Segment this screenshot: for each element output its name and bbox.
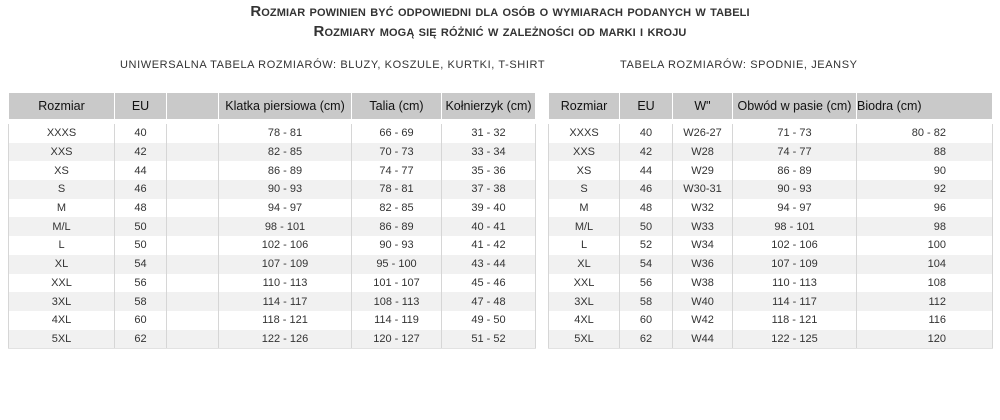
cell-waist: 110 - 113: [733, 274, 857, 293]
cell-w: W30-31: [673, 180, 733, 199]
cell-collar: 49 - 50: [442, 311, 536, 330]
cell-size: M/L: [549, 217, 620, 236]
cell-size: XXXS: [549, 124, 620, 143]
cell-eu: 48: [620, 199, 673, 218]
cell-blank: [167, 217, 219, 236]
cell-size: M: [9, 199, 115, 218]
cell-hips: 96: [857, 199, 993, 218]
table-row: [9, 274, 536, 293]
cell-chest: 82 - 85: [219, 143, 352, 162]
cell-waist: 108 - 113: [352, 292, 442, 311]
column-header-eu: EU: [115, 93, 167, 120]
cell-eu: 44: [620, 161, 673, 180]
cell-size: M/L: [9, 217, 115, 236]
cell-w: W32: [673, 199, 733, 218]
table-row: [9, 255, 536, 274]
cell-waist: 86 - 89: [352, 217, 442, 236]
table-row: [549, 311, 993, 330]
cell-size: 4XL: [9, 311, 115, 330]
cell-waist: 95 - 100: [352, 255, 442, 274]
page-header: [0, 2, 1000, 42]
table-row: [9, 330, 536, 349]
cell-blank: [167, 274, 219, 293]
cell-eu: 46: [620, 180, 673, 199]
cell-eu: 60: [115, 311, 167, 330]
cell-waist: 74 - 77: [352, 161, 442, 180]
cell-waist: 66 - 69: [352, 124, 442, 143]
table-header-row: [9, 93, 536, 120]
cell-size: 3XL: [549, 292, 620, 311]
cell-hips: 90: [857, 161, 993, 180]
table-row: [549, 161, 993, 180]
cell-hips: 80 - 82: [857, 124, 993, 143]
cell-hips: 104: [857, 255, 993, 274]
cell-waist: 70 - 73: [352, 143, 442, 162]
table-row: [549, 274, 993, 293]
cell-size: L: [549, 236, 620, 255]
column-header-hips: Biodra (cm): [857, 93, 993, 120]
cell-collar: 43 - 44: [442, 255, 536, 274]
cell-collar: 47 - 48: [442, 292, 536, 311]
cell-size: 5XL: [549, 330, 620, 349]
cell-chest: 110 - 113: [219, 274, 352, 293]
cell-blank: [167, 236, 219, 255]
cell-w: W44: [673, 330, 733, 349]
cell-hips: 98: [857, 217, 993, 236]
cell-chest: 78 - 81: [219, 124, 352, 143]
cell-hips: 112: [857, 292, 993, 311]
cell-size: S: [9, 180, 115, 199]
cell-eu: 58: [115, 292, 167, 311]
cell-blank: [167, 292, 219, 311]
column-header-blank: [167, 93, 219, 120]
cell-size: XS: [9, 161, 115, 180]
cell-hips: 92: [857, 180, 993, 199]
cell-w: W36: [673, 255, 733, 274]
cell-chest: 122 - 126: [219, 330, 352, 349]
cell-waist: 94 - 97: [733, 199, 857, 218]
cell-eu: 50: [620, 217, 673, 236]
column-header-size: Rozmiar: [549, 93, 620, 120]
cell-w: W29: [673, 161, 733, 180]
cell-hips: 100: [857, 236, 993, 255]
cell-size: XXXS: [9, 124, 115, 143]
cell-size: S: [549, 180, 620, 199]
table-row: [549, 292, 993, 311]
cell-blank: [167, 143, 219, 162]
cell-eu: 40: [115, 124, 167, 143]
cell-eu: 42: [620, 143, 673, 162]
table-row: [9, 292, 536, 311]
cell-collar: 37 - 38: [442, 180, 536, 199]
cell-waist: 102 - 106: [733, 236, 857, 255]
table-row: [549, 124, 993, 143]
column-header-size: Rozmiar: [9, 93, 115, 120]
cell-waist: 82 - 85: [352, 199, 442, 218]
cell-chest: 90 - 93: [219, 180, 352, 199]
cell-waist: 90 - 93: [352, 236, 442, 255]
cell-eu: 46: [115, 180, 167, 199]
table-row: [9, 236, 536, 255]
cell-waist: 98 - 101: [733, 217, 857, 236]
cell-collar: 40 - 41: [442, 217, 536, 236]
cell-hips: 116: [857, 311, 993, 330]
cell-eu: 56: [115, 274, 167, 293]
cell-eu: 40: [620, 124, 673, 143]
cell-w: W42: [673, 311, 733, 330]
cell-collar: 33 - 34: [442, 143, 536, 162]
table-row: [549, 199, 993, 218]
cell-eu: 62: [115, 330, 167, 349]
table-row: [549, 330, 993, 349]
cell-chest: 94 - 97: [219, 199, 352, 218]
table-row: [9, 161, 536, 180]
cell-blank: [167, 124, 219, 143]
left-table-title: UNIWERSALNA TABELA ROZMIARÓW: BLUZY, KOSZULE, KURTKI, T-SHIRT: [120, 59, 546, 71]
cell-waist: 114 - 119: [352, 311, 442, 330]
cell-blank: [167, 255, 219, 274]
cell-size: XL: [9, 255, 115, 274]
table-row: [549, 255, 993, 274]
table-row: [9, 180, 536, 199]
cell-w: W38: [673, 274, 733, 293]
cell-waist: 120 - 127: [352, 330, 442, 349]
cell-waist: 101 - 107: [352, 274, 442, 293]
cell-size: XXL: [549, 274, 620, 293]
cell-eu: 50: [115, 236, 167, 255]
cell-eu: 54: [620, 255, 673, 274]
cell-size: 4XL: [549, 311, 620, 330]
cell-chest: 102 - 106: [219, 236, 352, 255]
cell-waist: 78 - 81: [352, 180, 442, 199]
table-row: [549, 180, 993, 199]
cell-eu: 54: [115, 255, 167, 274]
cell-size: 3XL: [9, 292, 115, 311]
cell-size: XXS: [9, 143, 115, 162]
column-header-w: W": [673, 93, 733, 120]
table-row: [9, 199, 536, 218]
cell-waist: 71 - 73: [733, 124, 857, 143]
cell-hips: 108: [857, 274, 993, 293]
cell-w: W26-27: [673, 124, 733, 143]
cell-eu: 62: [620, 330, 673, 349]
column-header-waist: Obwód w pasie (cm): [733, 93, 857, 120]
cell-blank: [167, 330, 219, 349]
cell-size: 5XL: [9, 330, 115, 349]
cell-blank: [167, 199, 219, 218]
cell-w: W40: [673, 292, 733, 311]
table-row: [549, 143, 993, 162]
cell-size: XXL: [9, 274, 115, 293]
cell-w: W33: [673, 217, 733, 236]
cell-chest: 107 - 109: [219, 255, 352, 274]
cell-waist: 122 - 125: [733, 330, 857, 349]
right-table-title: TABELA ROZMIARÓW: SPODNIE, JEANSY: [620, 59, 858, 71]
cell-hips: 88: [857, 143, 993, 162]
cell-size: M: [549, 199, 620, 218]
cell-eu: 56: [620, 274, 673, 293]
cell-w: W34: [673, 236, 733, 255]
table-row: [9, 311, 536, 330]
cell-collar: 51 - 52: [442, 330, 536, 349]
header-line-2: Rozmiary mogą się różnić w zależności od marki i kroju: [313, 23, 687, 40]
cell-waist: 86 - 89: [733, 161, 857, 180]
bottoms-size-table: [548, 92, 993, 349]
cell-size: XXS: [549, 143, 620, 162]
tops-size-table: [8, 92, 536, 349]
cell-eu: 52: [620, 236, 673, 255]
table-row: [9, 124, 536, 143]
cell-chest: 86 - 89: [219, 161, 352, 180]
cell-size: XS: [549, 161, 620, 180]
column-header-collar: Kołnierzyk (cm): [442, 93, 536, 120]
cell-size: L: [9, 236, 115, 255]
cell-eu: 58: [620, 292, 673, 311]
header-line-1: Rozmiar powinien być odpowiedni dla osób o wymiarach podanych w tabeli: [250, 3, 750, 20]
cell-blank: [167, 161, 219, 180]
cell-chest: 98 - 101: [219, 217, 352, 236]
cell-waist: 90 - 93: [733, 180, 857, 199]
cell-waist: 114 - 117: [733, 292, 857, 311]
cell-size: XL: [549, 255, 620, 274]
cell-waist: 118 - 121: [733, 311, 857, 330]
table-header-row: [549, 93, 993, 120]
cell-collar: 39 - 40: [442, 199, 536, 218]
cell-collar: 31 - 32: [442, 124, 536, 143]
table-row: [549, 217, 993, 236]
column-header-waist: Talia (cm): [352, 93, 442, 120]
table-row: [549, 236, 993, 255]
cell-eu: 44: [115, 161, 167, 180]
table-row: [9, 217, 536, 236]
cell-w: W28: [673, 143, 733, 162]
cell-blank: [167, 311, 219, 330]
cell-collar: 45 - 46: [442, 274, 536, 293]
cell-chest: 114 - 117: [219, 292, 352, 311]
column-header-chest: Klatka piersiowa (cm): [219, 93, 352, 120]
cell-collar: 41 - 42: [442, 236, 536, 255]
cell-waist: 74 - 77: [733, 143, 857, 162]
table-row: [9, 143, 536, 162]
cell-eu: 42: [115, 143, 167, 162]
cell-chest: 118 - 121: [219, 311, 352, 330]
cell-blank: [167, 180, 219, 199]
cell-collar: 35 - 36: [442, 161, 536, 180]
cell-eu: 60: [620, 311, 673, 330]
column-header-eu: EU: [620, 93, 673, 120]
cell-eu: 48: [115, 199, 167, 218]
cell-hips: 120: [857, 330, 993, 349]
cell-waist: 107 - 109: [733, 255, 857, 274]
cell-eu: 50: [115, 217, 167, 236]
